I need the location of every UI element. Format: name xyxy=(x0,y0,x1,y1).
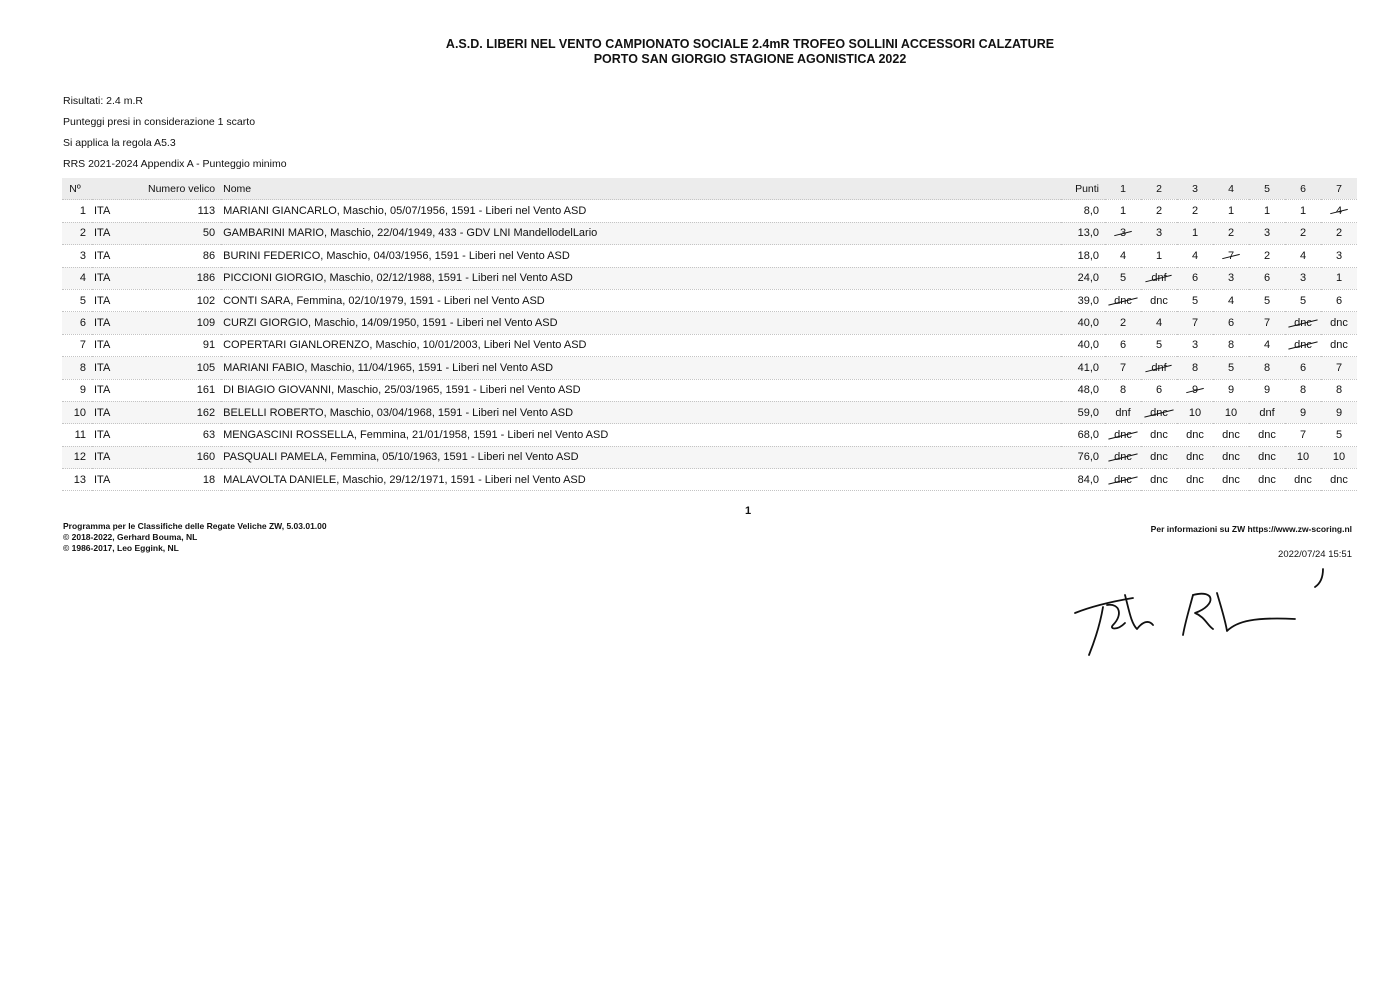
row-position: 9 xyxy=(62,379,92,401)
row-race-4 xyxy=(1213,200,1249,222)
race-score: 8 xyxy=(1227,339,1235,352)
table-row xyxy=(62,469,1357,491)
header-race-1: 1 xyxy=(1105,178,1141,200)
race-score: dnc xyxy=(1150,473,1168,486)
row-race-1 xyxy=(1105,379,1141,401)
row-points: 40,0 xyxy=(1061,312,1105,334)
race-score: 5 xyxy=(1155,339,1163,352)
row-sail-number: 186 xyxy=(146,267,221,289)
row-race-2 xyxy=(1141,312,1177,334)
row-points: 24,0 xyxy=(1061,267,1105,289)
footer-credits xyxy=(63,521,327,554)
row-race-7 xyxy=(1321,334,1357,356)
row-race-4 xyxy=(1213,312,1249,334)
row-position: 3 xyxy=(62,245,92,267)
row-sail-number: 160 xyxy=(146,446,221,468)
row-race-4 xyxy=(1213,357,1249,379)
row-position: 1 xyxy=(62,200,92,222)
meta-rrs: RRS 2021-2024 Appendix A - Punteggio minimo xyxy=(63,158,287,170)
race-score: 6 xyxy=(1299,361,1307,374)
row-name: MENGASCINI ROSSELLA, Femmina, 21/01/1958, 1591 - Liberi nel Vento ASD xyxy=(221,424,1061,446)
row-race-7 xyxy=(1321,446,1357,468)
race-score: 1 xyxy=(1299,205,1307,218)
header-race-3: 3 xyxy=(1177,178,1213,200)
row-race-2 xyxy=(1141,401,1177,423)
row-race-2 xyxy=(1141,289,1177,311)
race-score: dnc xyxy=(1330,317,1348,330)
row-points: 40,0 xyxy=(1061,334,1105,356)
race-score: 6 xyxy=(1335,294,1343,307)
table-row xyxy=(62,401,1357,423)
row-race-5 xyxy=(1249,245,1285,267)
race-score: dnf xyxy=(1259,406,1275,419)
row-points: 48,0 xyxy=(1061,379,1105,401)
row-nationality: ITA xyxy=(92,357,146,379)
race-score: 6 xyxy=(1227,317,1235,330)
race-score: 2 xyxy=(1335,227,1343,240)
row-race-4 xyxy=(1213,446,1249,468)
row-race-7 xyxy=(1321,289,1357,311)
row-sail-number: 161 xyxy=(146,379,221,401)
race-score: 8 xyxy=(1263,361,1271,374)
header-pos: Nº xyxy=(62,178,92,200)
row-position: 12 xyxy=(62,446,92,468)
row-sail-number: 18 xyxy=(146,469,221,491)
document-title xyxy=(250,37,1250,67)
row-race-5 xyxy=(1249,424,1285,446)
race-score: dnc xyxy=(1150,451,1168,464)
row-race-7 xyxy=(1321,312,1357,334)
table-row xyxy=(62,446,1357,468)
race-score: 5 xyxy=(1335,428,1343,441)
race-score: 9 xyxy=(1227,384,1235,397)
row-race-7 xyxy=(1321,357,1357,379)
row-race-4 xyxy=(1213,379,1249,401)
race-score: dnc xyxy=(1258,428,1276,441)
footer-info: Per informazioni su ZW https://www.zw-scoring.nl xyxy=(1150,524,1352,534)
race-score: dnc xyxy=(1294,339,1312,352)
table-row xyxy=(62,289,1357,311)
row-name: BELELLI ROBERTO, Maschio, 03/04/1968, 1591 - Liberi nel Vento ASD xyxy=(221,401,1061,423)
row-name: MALAVOLTA DANIELE, Maschio, 29/12/1971, 1591 - Liberi nel Vento ASD xyxy=(221,469,1061,491)
row-race-1 xyxy=(1105,446,1141,468)
row-race-5 xyxy=(1249,222,1285,244)
row-race-6 xyxy=(1285,222,1321,244)
row-nationality: ITA xyxy=(92,424,146,446)
row-race-7 xyxy=(1321,222,1357,244)
row-race-5 xyxy=(1249,267,1285,289)
race-score: 2 xyxy=(1227,227,1235,240)
race-score: 4 xyxy=(1155,317,1163,330)
race-score: dnc xyxy=(1114,473,1132,486)
header-race-2: 2 xyxy=(1141,178,1177,200)
row-race-2 xyxy=(1141,469,1177,491)
race-score: 9 xyxy=(1299,406,1307,419)
race-score: 2 xyxy=(1263,249,1271,262)
row-points: 18,0 xyxy=(1061,245,1105,267)
row-race-7 xyxy=(1321,424,1357,446)
footer-copyright-2: © 1986-2017, Leo Eggink, NL xyxy=(63,543,179,553)
header-race-7: 7 xyxy=(1321,178,1357,200)
row-points: 41,0 xyxy=(1061,357,1105,379)
row-name: GAMBARINI MARIO, Maschio, 22/04/1949, 433 - GDV LNI MandellodelLario xyxy=(221,222,1061,244)
race-score: 8 xyxy=(1299,384,1307,397)
footer-program: Programma per le Classifiche delle Regate Veliche ZW, 5.03.01.00 xyxy=(63,521,327,531)
meta-scores: Punteggi presi in considerazione 1 scarto xyxy=(63,116,256,128)
race-score: 10 xyxy=(1296,451,1310,464)
race-score: 2 xyxy=(1299,227,1307,240)
race-score: 2 xyxy=(1155,205,1163,218)
row-race-3 xyxy=(1177,200,1213,222)
row-race-2 xyxy=(1141,222,1177,244)
table-row xyxy=(62,357,1357,379)
row-race-1 xyxy=(1105,469,1141,491)
race-score: 8 xyxy=(1191,361,1199,374)
race-score: dnc xyxy=(1114,451,1132,464)
row-name: PASQUALI PAMELA, Femmina, 05/10/1963, 1591 - Liberi nel Vento ASD xyxy=(221,446,1061,468)
row-nationality: ITA xyxy=(92,312,146,334)
row-race-5 xyxy=(1249,312,1285,334)
row-race-6 xyxy=(1285,200,1321,222)
row-race-6 xyxy=(1285,401,1321,423)
race-score: dnf xyxy=(1115,406,1131,419)
row-race-3 xyxy=(1177,245,1213,267)
table-row xyxy=(62,200,1357,222)
race-score: 10 xyxy=(1224,406,1238,419)
row-race-6 xyxy=(1285,334,1321,356)
race-score: 3 xyxy=(1263,227,1271,240)
row-points: 8,0 xyxy=(1061,200,1105,222)
row-race-5 xyxy=(1249,357,1285,379)
row-race-3 xyxy=(1177,289,1213,311)
race-score: dnc xyxy=(1258,451,1276,464)
race-score: 1 xyxy=(1119,205,1127,218)
row-points: 59,0 xyxy=(1061,401,1105,423)
header-race-4: 4 xyxy=(1213,178,1249,200)
race-score: 9 xyxy=(1335,406,1343,419)
race-score: dnc xyxy=(1258,473,1276,486)
race-score: 10 xyxy=(1332,451,1346,464)
row-race-1 xyxy=(1105,200,1141,222)
row-race-4 xyxy=(1213,401,1249,423)
race-score: 6 xyxy=(1191,272,1199,285)
race-score: 4 xyxy=(1299,249,1307,262)
row-race-1 xyxy=(1105,222,1141,244)
row-points: 68,0 xyxy=(1061,424,1105,446)
row-race-6 xyxy=(1285,357,1321,379)
row-race-1 xyxy=(1105,334,1141,356)
row-race-3 xyxy=(1177,446,1213,468)
race-score: 2 xyxy=(1191,205,1199,218)
row-race-2 xyxy=(1141,424,1177,446)
race-score: 3 xyxy=(1299,272,1307,285)
row-race-5 xyxy=(1249,379,1285,401)
row-race-6 xyxy=(1285,312,1321,334)
row-race-2 xyxy=(1141,446,1177,468)
header-points: Punti xyxy=(1061,178,1105,200)
results-table xyxy=(62,178,1357,491)
row-race-7 xyxy=(1321,245,1357,267)
meta-rule: Si applica la regola A5.3 xyxy=(63,137,176,149)
race-score: dnc xyxy=(1294,473,1312,486)
header-sail-number: Numero velico xyxy=(146,178,221,200)
footer-copyright-1: © 2018-2022, Gerhard Bouma, NL xyxy=(63,532,198,542)
row-race-1 xyxy=(1105,424,1141,446)
print-date: 2022/07/24 15:51 xyxy=(1278,549,1352,560)
row-race-2 xyxy=(1141,200,1177,222)
row-sail-number: 50 xyxy=(146,222,221,244)
race-score: 8 xyxy=(1335,384,1343,397)
race-score: dnc xyxy=(1330,473,1348,486)
header-nat xyxy=(92,178,146,200)
row-name: COPERTARI GIANLORENZO, Maschio, 10/01/2003, Liberi Nel Vento ASD xyxy=(221,334,1061,356)
row-race-3 xyxy=(1177,424,1213,446)
race-score: 9 xyxy=(1191,384,1199,397)
row-race-4 xyxy=(1213,424,1249,446)
row-nationality: ITA xyxy=(92,200,146,222)
row-nationality: ITA xyxy=(92,245,146,267)
race-score: dnc xyxy=(1114,294,1132,307)
row-race-6 xyxy=(1285,289,1321,311)
row-race-4 xyxy=(1213,267,1249,289)
row-race-4 xyxy=(1213,222,1249,244)
race-score: dnc xyxy=(1222,473,1240,486)
row-points: 13,0 xyxy=(1061,222,1105,244)
row-sail-number: 86 xyxy=(146,245,221,267)
race-score: 4 xyxy=(1263,339,1271,352)
race-score: 1 xyxy=(1263,205,1271,218)
table-row xyxy=(62,379,1357,401)
row-nationality: ITA xyxy=(92,267,146,289)
race-score: dnc xyxy=(1150,406,1168,419)
row-race-3 xyxy=(1177,334,1213,356)
row-nationality: ITA xyxy=(92,334,146,356)
meta-results: Risultati: 2.4 m.R xyxy=(63,95,143,107)
row-sail-number: 102 xyxy=(146,289,221,311)
row-race-7 xyxy=(1321,401,1357,423)
results-body xyxy=(62,200,1357,491)
race-score: 5 xyxy=(1263,294,1271,307)
race-score: dnc xyxy=(1186,428,1204,441)
row-nationality: ITA xyxy=(92,469,146,491)
row-race-6 xyxy=(1285,469,1321,491)
race-score: 5 xyxy=(1299,294,1307,307)
row-race-6 xyxy=(1285,446,1321,468)
row-race-4 xyxy=(1213,334,1249,356)
title-line-2: PORTO SAN GIORGIO STAGIONE AGONISTICA 2022 xyxy=(593,52,907,66)
row-position: 2 xyxy=(62,222,92,244)
race-score: 7 xyxy=(1263,317,1271,330)
race-score: dnf xyxy=(1151,361,1167,374)
table-row xyxy=(62,245,1357,267)
race-score: dnc xyxy=(1294,317,1312,330)
race-score: 3 xyxy=(1191,339,1199,352)
row-name: DI BIAGIO GIOVANNI, Maschio, 25/03/1965, 1591 - Liberi nel Vento ASD xyxy=(221,379,1061,401)
race-score: 7 xyxy=(1335,361,1343,374)
race-score: 6 xyxy=(1119,339,1127,352)
row-sail-number: 109 xyxy=(146,312,221,334)
row-race-3 xyxy=(1177,357,1213,379)
handwritten-signature xyxy=(1065,565,1345,665)
table-row xyxy=(62,222,1357,244)
row-race-5 xyxy=(1249,401,1285,423)
row-nationality: ITA xyxy=(92,379,146,401)
row-race-2 xyxy=(1141,267,1177,289)
race-score: dnc xyxy=(1222,428,1240,441)
row-position: 4 xyxy=(62,267,92,289)
table-header-row xyxy=(62,178,1357,200)
row-sail-number: 113 xyxy=(146,200,221,222)
row-position: 8 xyxy=(62,357,92,379)
row-race-7 xyxy=(1321,200,1357,222)
row-race-6 xyxy=(1285,424,1321,446)
race-score: dnc xyxy=(1150,294,1168,307)
row-sail-number: 91 xyxy=(146,334,221,356)
row-points: 76,0 xyxy=(1061,446,1105,468)
race-score: dnc xyxy=(1330,339,1348,352)
row-name: BURINI FEDERICO, Maschio, 04/03/1956, 1591 - Liberi nel Vento ASD xyxy=(221,245,1061,267)
table-row xyxy=(62,334,1357,356)
row-sail-number: 162 xyxy=(146,401,221,423)
race-score: 1 xyxy=(1155,249,1163,262)
race-score: 5 xyxy=(1119,272,1127,285)
row-nationality: ITA xyxy=(92,446,146,468)
race-score: 8 xyxy=(1119,384,1127,397)
race-score: 7 xyxy=(1227,249,1235,262)
row-race-2 xyxy=(1141,357,1177,379)
row-race-3 xyxy=(1177,401,1213,423)
row-nationality: ITA xyxy=(92,401,146,423)
row-race-1 xyxy=(1105,267,1141,289)
title-line-1: A.S.D. LIBERI NEL VENTO CAMPIONATO SOCIALE 2.4mR TROFEO SOLLINI ACCESSORI CALZATURE xyxy=(445,37,1055,51)
race-score: 7 xyxy=(1299,428,1307,441)
row-race-5 xyxy=(1249,469,1285,491)
table-row xyxy=(62,267,1357,289)
row-position: 11 xyxy=(62,424,92,446)
row-race-1 xyxy=(1105,245,1141,267)
row-points: 39,0 xyxy=(1061,289,1105,311)
row-race-1 xyxy=(1105,312,1141,334)
race-score: 3 xyxy=(1227,272,1235,285)
row-race-5 xyxy=(1249,334,1285,356)
header-race-6: 6 xyxy=(1285,178,1321,200)
race-score: 5 xyxy=(1227,361,1235,374)
race-score: 9 xyxy=(1263,384,1271,397)
row-race-4 xyxy=(1213,289,1249,311)
row-race-5 xyxy=(1249,289,1285,311)
row-race-1 xyxy=(1105,401,1141,423)
race-score: 3 xyxy=(1155,227,1163,240)
row-race-3 xyxy=(1177,267,1213,289)
row-position: 7 xyxy=(62,334,92,356)
row-race-3 xyxy=(1177,222,1213,244)
row-race-1 xyxy=(1105,289,1141,311)
row-race-2 xyxy=(1141,334,1177,356)
row-race-3 xyxy=(1177,312,1213,334)
race-score: 4 xyxy=(1227,294,1235,307)
row-race-3 xyxy=(1177,379,1213,401)
row-sail-number: 105 xyxy=(146,357,221,379)
row-points: 84,0 xyxy=(1061,469,1105,491)
row-race-6 xyxy=(1285,267,1321,289)
race-score: 4 xyxy=(1119,249,1127,262)
race-score: dnc xyxy=(1222,451,1240,464)
row-position: 6 xyxy=(62,312,92,334)
race-score: 5 xyxy=(1191,294,1199,307)
row-race-1 xyxy=(1105,357,1141,379)
race-score: 1 xyxy=(1191,227,1199,240)
race-score: 7 xyxy=(1191,317,1199,330)
row-name: CONTI SARA, Femmina, 02/10/1979, 1591 - Liberi nel Vento ASD xyxy=(221,289,1061,311)
race-score: 1 xyxy=(1335,272,1343,285)
race-score: dnc xyxy=(1186,473,1204,486)
row-race-6 xyxy=(1285,379,1321,401)
row-race-5 xyxy=(1249,200,1285,222)
row-race-3 xyxy=(1177,469,1213,491)
row-race-6 xyxy=(1285,245,1321,267)
row-sail-number: 63 xyxy=(146,424,221,446)
row-race-2 xyxy=(1141,379,1177,401)
race-score: dnc xyxy=(1114,428,1132,441)
race-score: 7 xyxy=(1119,361,1127,374)
row-name: MARIANI GIANCARLO, Maschio, 05/07/1956, 1591 - Liberi nel Vento ASD xyxy=(221,200,1061,222)
race-score: 4 xyxy=(1335,205,1343,218)
row-name: MARIANI FABIO, Maschio, 11/04/1965, 1591 - Liberi nel Vento ASD xyxy=(221,357,1061,379)
race-score: 1 xyxy=(1227,205,1235,218)
row-position: 5 xyxy=(62,289,92,311)
race-score: 3 xyxy=(1335,249,1343,262)
race-score: dnc xyxy=(1186,451,1204,464)
table-row xyxy=(62,312,1357,334)
row-position: 10 xyxy=(62,401,92,423)
row-nationality: ITA xyxy=(92,289,146,311)
race-score: 10 xyxy=(1188,406,1202,419)
header-name: Nome xyxy=(221,178,1061,200)
race-score: dnc xyxy=(1150,428,1168,441)
row-race-7 xyxy=(1321,379,1357,401)
table-row xyxy=(62,424,1357,446)
row-name: CURZI GIORGIO, Maschio, 14/09/1950, 1591 - Liberi nel Vento ASD xyxy=(221,312,1061,334)
row-position: 13 xyxy=(62,469,92,491)
race-score: 2 xyxy=(1119,317,1127,330)
race-score: 4 xyxy=(1191,249,1199,262)
row-race-7 xyxy=(1321,469,1357,491)
row-race-5 xyxy=(1249,446,1285,468)
race-score: 6 xyxy=(1263,272,1271,285)
page-number: 1 xyxy=(745,505,752,517)
row-race-4 xyxy=(1213,245,1249,267)
row-name: PICCIONI GIORGIO, Maschio, 02/12/1988, 1591 - Liberi nel Vento ASD xyxy=(221,267,1061,289)
race-score: dnf xyxy=(1151,272,1167,285)
race-score: 3 xyxy=(1119,227,1127,240)
race-score: 6 xyxy=(1155,384,1163,397)
header-race-5: 5 xyxy=(1249,178,1285,200)
row-nationality: ITA xyxy=(92,222,146,244)
row-race-2 xyxy=(1141,245,1177,267)
row-race-4 xyxy=(1213,469,1249,491)
row-race-7 xyxy=(1321,267,1357,289)
